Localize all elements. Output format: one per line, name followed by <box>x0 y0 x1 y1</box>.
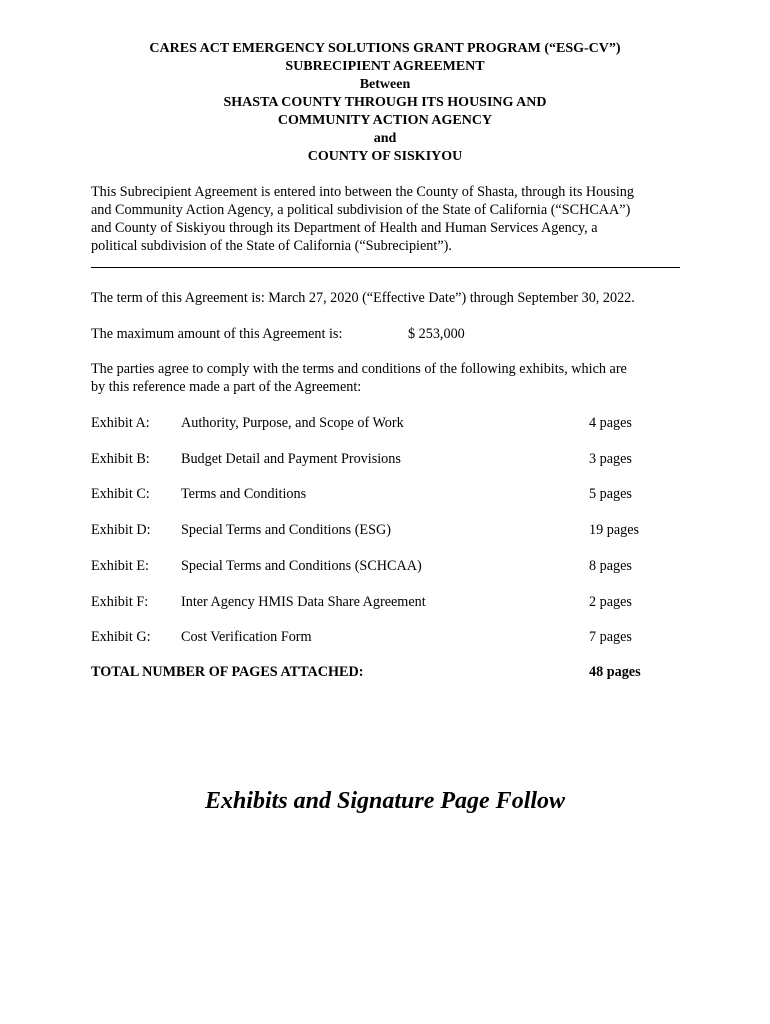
exhibit-row-c <box>91 485 691 503</box>
exhibit-row-d <box>91 521 691 539</box>
exhibit-label: Exhibit E: <box>91 558 149 574</box>
title-line-party-two: COUNTY OF SISKIYOU <box>307 149 463 164</box>
exhibit-description: Authority, Purpose, and Scope of Work <box>181 415 404 431</box>
exhibit-row-a <box>91 414 691 432</box>
title-line-party-one: SHASTA COUNTY THROUGH ITS HOUSING AND <box>223 95 547 110</box>
exhibit-description: Special Terms and Conditions (SCHCAA) <box>181 558 422 574</box>
exhibit-row-e <box>91 557 691 575</box>
exhibit-description: Budget Detail and Payment Provisions <box>181 451 401 467</box>
exhibit-page-count: 3 pages <box>589 451 632 467</box>
exhibit-label: Exhibit A: <box>91 415 150 431</box>
exhibit-label: Exhibit C: <box>91 486 150 502</box>
exhibit-description: Special Terms and Conditions (ESG) <box>181 522 391 538</box>
agreement-title-block <box>90 40 680 166</box>
exhibit-label: Exhibit G: <box>91 629 151 645</box>
exhibit-row-g <box>91 628 691 646</box>
title-line-and: and <box>373 131 397 146</box>
intro-line: and Community Action Agency, a political subdivision of the State of California (“SCHCAA”) <box>91 202 631 218</box>
exhibit-page-count: 4 pages <box>589 415 632 431</box>
intro-paragraph <box>91 183 681 255</box>
exhibit-page-count: 19 pages <box>589 522 640 538</box>
exhibit-row-b <box>91 450 691 468</box>
parties-paragraph <box>91 360 681 396</box>
exhibit-label: Exhibit F: <box>91 594 149 610</box>
total-pages-count: 48 pages <box>589 664 641 680</box>
exhibits-follow-notice: Exhibits and Signature Page Follow <box>204 788 566 814</box>
title-line-program: CARES ACT EMERGENCY SOLUTIONS GRANT PROGRAM (“ESG-CV”) <box>149 41 621 56</box>
title-line-agreement: SUBRECIPIENT AGREEMENT <box>285 59 485 74</box>
exhibit-page-count: 8 pages <box>589 558 632 574</box>
exhibit-description: Cost Verification Form <box>181 629 312 645</box>
horizontal-divider <box>91 267 680 268</box>
exhibit-page-count: 7 pages <box>589 629 632 645</box>
max-amount-label: The maximum amount of this Agreement is: <box>91 326 343 342</box>
total-pages-row <box>91 663 691 681</box>
intro-line: This Subrecipient Agreement is entered into between the County of Shasta, through its Housing <box>91 184 634 200</box>
exhibit-description: Inter Agency HMIS Data Share Agreement <box>181 594 426 610</box>
intro-line: and County of Siskiyou through its Department of Health and Human Services Agency, a <box>91 220 598 236</box>
exhibit-description: Terms and Conditions <box>181 486 307 502</box>
exhibit-label: Exhibit D: <box>91 522 151 538</box>
title-line-between: Between <box>359 77 411 92</box>
exhibit-page-count: 5 pages <box>589 486 632 502</box>
exhibit-label: Exhibit B: <box>91 451 150 467</box>
exhibit-row-f <box>91 593 691 611</box>
intro-line: political subdivision of the State of California (“Subrecipient”). <box>91 238 452 254</box>
title-line-party-one-cont: COMMUNITY ACTION AGENCY <box>277 113 493 128</box>
agreement-term: The term of this Agreement is: March 27, 2020 (“Effective Date”) through September 30, 2022. <box>91 290 635 306</box>
parties-line: by this reference made a part of the Agreement: <box>91 379 362 395</box>
total-pages-label: TOTAL NUMBER OF PAGES ATTACHED: <box>91 664 364 680</box>
max-amount-value: $ 253,000 <box>408 326 465 342</box>
parties-line: The parties agree to comply with the terms and conditions of the following exhibits, which are <box>91 361 627 377</box>
exhibit-page-count: 2 pages <box>589 594 632 610</box>
